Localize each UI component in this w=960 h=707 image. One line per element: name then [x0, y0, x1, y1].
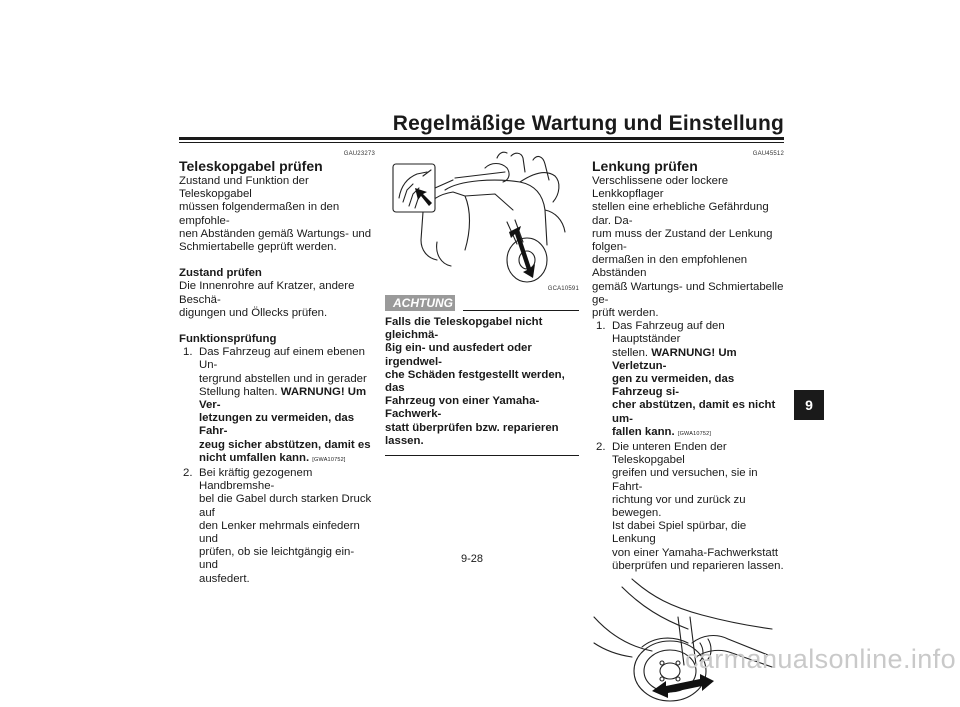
text-line: den Lenker mehrmals einfedern und	[199, 519, 360, 546]
text-line: Fahrzeug von einer Yamaha-Fachwerk-	[385, 395, 540, 421]
warning-text: zeug sicher abstützen, damit es	[199, 438, 371, 451]
text-line: Schmiertabelle geprüft werden.	[179, 241, 337, 254]
column-achtung	[385, 150, 579, 456]
page-number: 9-28	[461, 553, 484, 565]
column-lenkung	[592, 150, 784, 707]
list-item	[179, 467, 375, 586]
text-line: Die Innenrohre auf Kratzer, andere Beschä-	[179, 280, 355, 306]
steering-check-illustration	[592, 577, 784, 707]
warning-text: letzungen zu vermeiden, das Fahr-	[199, 412, 355, 438]
section-title-lenkung: Lenkung prüfen	[592, 158, 698, 174]
list-number: 2.	[596, 441, 606, 454]
chapter-tab: 9	[794, 390, 824, 420]
warning-text: nicht umfallen kann.	[199, 451, 310, 464]
list-number: 1.	[596, 320, 606, 333]
intro-paragraph	[179, 175, 375, 254]
achtung-header	[385, 295, 579, 313]
steps-list	[179, 346, 375, 586]
text-line: dermaßen in den empfohlenen Abständen	[592, 254, 748, 280]
warning-code: [GWA10752]	[677, 430, 712, 437]
text-line: prüfen, ob sie leichtgängig ein- und	[199, 546, 355, 572]
achtung-label: ACHTUNG	[385, 295, 455, 311]
section-code: GAU23273	[343, 151, 375, 157]
list-number: 2.	[183, 467, 193, 480]
text-line: Das Fahrzeug auf einem ebenen Un-	[199, 346, 365, 372]
text-line: che Schäden festgestellt werden, das	[385, 368, 565, 395]
text-line: ausfedert.	[199, 572, 250, 585]
text-line: tergrund abstellen und in gerader	[199, 372, 367, 385]
column-teleskopgabel	[179, 150, 375, 586]
warning-code: [GWA10752]	[312, 456, 346, 463]
text-line: nen Abständen gemäß Wartungs- und	[179, 227, 372, 240]
text-line	[612, 426, 784, 441]
text-line: müssen folgendermaßen in den empfohle-	[179, 201, 340, 227]
achtung-code: GCA10591	[547, 286, 579, 292]
header-rule-thin	[179, 142, 784, 143]
section-title-teleskopgabel: Teleskopgabel prüfen	[179, 158, 323, 174]
achtung-text	[385, 316, 579, 448]
text-line: ßig ein- und ausfedert oder irgendwel-	[385, 342, 532, 368]
warning-text: WARNUNG! Um Verletzun-	[612, 346, 737, 372]
text-line: Bei kräftig gezogenem Handbremshe-	[199, 467, 313, 493]
warning-text: cher abstützen, damit es nicht um-	[612, 399, 776, 425]
fork-check-illustration	[385, 150, 579, 285]
text-line: Die unteren Enden der Teleskopgabel	[612, 441, 727, 467]
watermark: carmanualsonline.info	[684, 644, 956, 674]
text-line: prüft werden.	[592, 307, 659, 320]
text-line: überprüfen und reparieren lassen.	[612, 559, 784, 572]
warning-text: fallen kann.	[612, 425, 675, 438]
warning-text: gen zu vermeiden, das Fahrzeug si-	[612, 373, 735, 399]
text-line: bel die Gabel durch starken Druck auf	[199, 493, 372, 519]
text-line: Stellung halten. WARNUNG! Um Ver-	[199, 385, 367, 412]
intro-paragraph	[592, 175, 784, 320]
warning-text: WARNUNG! Um Ver-	[199, 385, 367, 412]
text-line	[199, 452, 375, 467]
steps-list	[592, 320, 784, 573]
text-line: von einer Yamaha-Fachwerkstatt	[612, 546, 779, 559]
text-line: richtung vor und zurück zu bewegen.	[612, 493, 746, 520]
section-code: GAU45512	[752, 151, 784, 157]
list-item	[592, 320, 784, 441]
text-line: Das Fahrzeug auf den Hauptständer	[612, 320, 725, 346]
list-item	[592, 441, 784, 573]
subheading-zustand: Zustand prüfen	[179, 267, 262, 280]
text-line: greifen und versuchen, sie in Fahrt-	[612, 467, 758, 493]
text-line: stellen. WARNUNG! Um Verletzun-	[612, 346, 737, 372]
text-line: Verschlissene oder lockere Lenkkopflager	[592, 175, 729, 201]
text-line: Ist dabei Spiel spürbar, die Lenkung	[612, 520, 747, 546]
text-line: stellen eine erhebliche Gefährdung dar. Da-	[592, 201, 769, 227]
list-item	[179, 346, 375, 467]
text-line: Falls die Teleskopgabel nicht gleichmä-	[385, 316, 543, 342]
text-line: digungen und Öllecks prüfen.	[179, 306, 328, 319]
header-rule-thick	[179, 137, 784, 140]
text-line: statt überprüfen bzw. reparieren lassen.	[385, 421, 559, 447]
page-header-title: Regelmäßige Wartung und Einstellung	[392, 112, 784, 135]
achtung-end-rule	[385, 455, 579, 456]
subheading-funktion: Funktionsprüfung	[179, 333, 277, 346]
list-number: 1.	[183, 346, 193, 359]
text-line: rum muss der Zustand der Lenkung folgen-	[592, 227, 773, 254]
text-line: Zustand und Funktion der Teleskopgabel	[179, 175, 309, 201]
text-line: gemäß Wartungs- und Schmiertabelle ge-	[592, 280, 784, 306]
